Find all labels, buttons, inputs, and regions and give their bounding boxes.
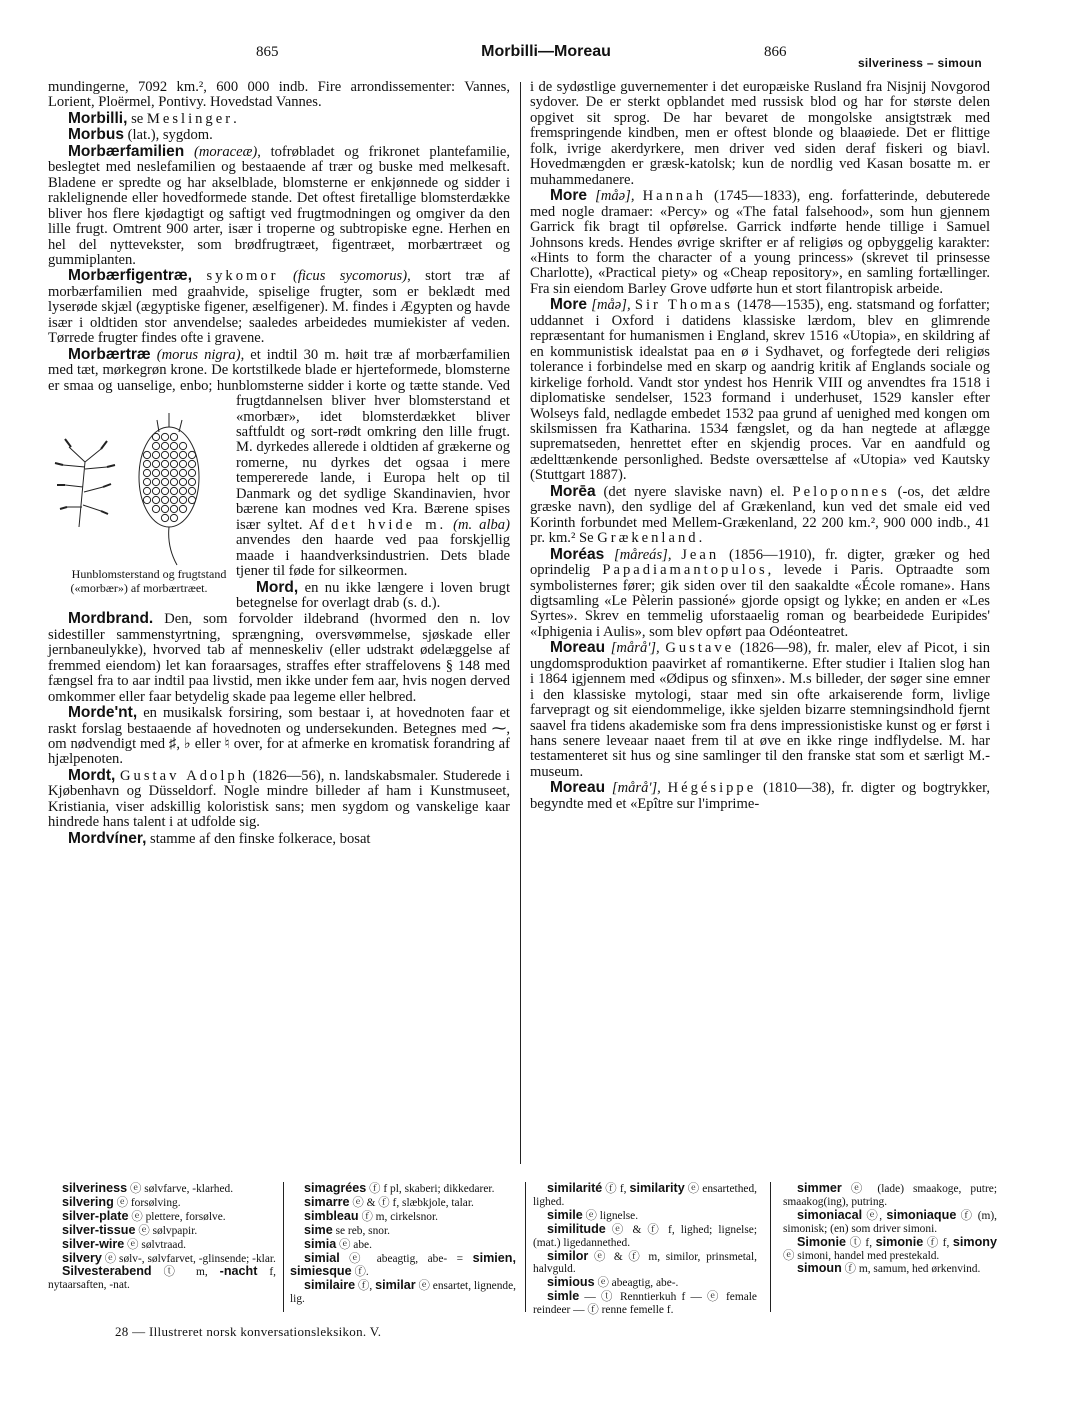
headword: simile (547, 1207, 583, 1222)
entry-text (587, 188, 595, 204)
headword: silvering (62, 1194, 114, 1209)
headword: Morbilli, (68, 109, 128, 127)
headword: simoun (797, 1261, 842, 1276)
entry-paragraph (48, 831, 510, 847)
italic-term: [måə], (595, 188, 635, 205)
headword: simoniacal (797, 1207, 863, 1222)
headword: Mordt, (68, 766, 116, 784)
headword: simarre (304, 1194, 350, 1209)
entry-paragraph (48, 111, 510, 127)
entry-text: ⓕ m, cirkelsnor. (358, 1210, 438, 1223)
spaced-name: Sir Thomas (634, 297, 733, 314)
entry-text: ⓔ abe. (336, 1238, 372, 1251)
entry-text: ⓔ, (862, 1209, 887, 1222)
headword: similitude (547, 1221, 606, 1236)
entry-text: se (127, 110, 147, 127)
entry-paragraph (48, 1196, 276, 1210)
entry-text: ⓣ f, (846, 1236, 876, 1249)
entry-text: , levede i Paris. Optraadte som symbolisternes fører; gik siden over til den saakaldte «École romane». Hans digtsamling «Le Pèlerin passioné» gjorde opsigt og lykke; en anden er «Les Syrtes». Skrev en temmelig uforstaaelig roman og bearbeidede Euripides' «Iphigenia i Aulis», som blev opført paa Odéonteatret. (530, 562, 990, 640)
entry-text: ⓔ lignelse. (582, 1209, 639, 1222)
headword: sime (304, 1222, 333, 1237)
entry-text: ⓔ & ⓕ f, lighed; lignelse; (mat.) ligedannethed. (533, 1223, 757, 1249)
dictionary-column (290, 1182, 516, 1306)
entry-text: ⓔ simoni, handel med prestekald. (783, 1249, 940, 1262)
entry-paragraph (48, 144, 510, 269)
italic-term: [mårå'], (611, 780, 661, 797)
entry-paragraph (290, 1224, 516, 1238)
headword: silveriness (62, 1181, 128, 1195)
spaced-name: Jean (681, 546, 720, 563)
entry-text: (1826—56), n. landskabsmaler. Studerede i Kjøbenhavn og Düsseldorf. Nogle mindre billeder af ham i Kunstmuseet, Kristiania, viser adskillig koloristisk sans; men sygdom og vanskelige kaar hindrede hans talent i at udfolde sig. (48, 767, 510, 831)
entry-paragraph (530, 547, 990, 641)
entry-paragraph (783, 1209, 997, 1236)
headword: simial (304, 1250, 340, 1265)
headword: Mord, (256, 578, 299, 596)
entry-text (605, 780, 612, 796)
entry-text: (1745—1833), eng. forfatterinde, debuterede med nogle dramaer: «Percy» og «The fatal falsehood», som hun gjennem Garrick fik bragt til opførelse. Garrick indførte hende tillige i Samuel Johnsons kreds. Hendes øvrige skrifter er af religiøs og opbyggelig karakter: «Hints to form the character of a young princess» (skrevet til prinsesse Charlotte), «Practical piety» og «Cheap repository», en samling fortællinger. Fra sin eiendom Barley Grove udførte hun et stort filantropisk arbeide. (530, 188, 990, 297)
headword: simia (304, 1236, 337, 1251)
italic-term: [måreás], (614, 546, 672, 563)
entry-text: ⓔ sølvpapir. (135, 1224, 198, 1237)
entry-text: Den, som forvolder ildebrand (hvormed den n. lov sidestiller sammenstyrtning, sprængning, oversvømmelse, sjøskade eller jernbaneulykke), hvorved tab af menneskeliv (eller udstrakt ødelæggelse af fremmed eiendom) let kan foraarsages, straffes efter straffelovens § 148 med fængsel fra to aar indtil paa livstid, men ikke under fem aar, hvis nogen derved omkommer eller faar betydelig skade paa legeme eller helbred. (48, 611, 510, 705)
entry-paragraph (783, 1236, 997, 1263)
entry-text: mundingerne, 7092 km.², 600 000 indb. Fire arrondissementer: Vannes, Lorient, Ploërmel, Pontivy. Hovedstad Vannes. (48, 79, 510, 111)
headword: Mordvíner, (68, 829, 147, 847)
entry-text: f, nytaarsaften, -nat. (48, 1266, 276, 1292)
dictionary-divider (283, 1182, 284, 1312)
entry-paragraph (290, 1279, 516, 1306)
entry-paragraph (783, 1182, 997, 1209)
entry-text: ⓔ sølvtraad. (124, 1238, 186, 1251)
entry-text: ⓕ f, (602, 1183, 630, 1195)
headword: silver-plate (62, 1208, 129, 1223)
entry-text: ⓕ f pl, skaberi; dikkedarer. (366, 1183, 495, 1195)
entry-text: stamme af den finske folkerace, bosat (146, 830, 371, 847)
entry-text: (1826—98), fr. maler, elev af Picot, i sin ungdomsproduktion paavirket af romantikerne. Efter studier i Italien slog han i 1864 igjennem med «Ødipus og sfinxen». M.s billeder, der søger sine emner i den klassiske mytologi, staar med sin ofte arkaiserende form, livlige farvepragt og sit eiendommelige, ikke sjelden bizarre stemningsindhold fjernt saavel fra tidens akademiske som fra dens impressionistiske kunst og er først i hans senere leveaar naaet frem til at øve en ikke ringe indflydelse. M. har testamenteret sit hus og sine samlinger til den franske stat som et særligt M.-museum. (530, 640, 991, 780)
entry-text: ⓕ (m), simonisk; (en) som driver simoni. (783, 1209, 997, 1235)
entry-text: ⓕ f, (923, 1236, 953, 1249)
spaced-name: Gustav Adolph (120, 767, 248, 784)
entry-text (184, 144, 194, 160)
column-divider (520, 82, 521, 1164)
dictionary-divider (770, 1182, 771, 1312)
entry-text: ⓔ sølv-, sølvfarvet, -glinsende; -klar. (101, 1252, 276, 1265)
entry-text: , tofrøbladet og frikronet plantefamilie, beslegtet med neslefamilien og bestaaende af trær og buske med melkesaft. Bladene er spredte og har akselblade, blomsterne er enkjønnede og sidder i raklelignende eller hovedformede stande. Det oftest firetallige blomsterdække bliver hos flere kjødagtigt og saftigt ved frugtmodningen og omgiver da den lille frugt. Omtrent 900 arter, især i troperne og subtropiske egne. Herhen en hel del nyttevekster, som brødfrugtræet, figentræet, morbærtræet og gummiplanten. (48, 143, 510, 268)
headword: silver-tissue (62, 1222, 136, 1237)
entry-paragraph (290, 1210, 516, 1224)
entry-paragraph (48, 80, 510, 111)
entry-text: . (698, 530, 703, 547)
entry-text: ⓣ m, (151, 1266, 220, 1279)
entry-paragraph (290, 1182, 516, 1196)
headword: simony (952, 1234, 997, 1249)
entry-text: ⓔ forsølving. (113, 1196, 181, 1209)
entry-paragraph (290, 1196, 516, 1210)
entry-text: (-os, det ældre græske navn), den sydlige del af Grækenland, kun ved det smale eid ved Korinth forbundet med Mellem-Grækenland, 22 200 km.², 900 000 indb., 41 pr. km.² Se (530, 483, 990, 547)
dictionary-column (48, 1182, 276, 1292)
entry-text (661, 780, 668, 796)
italic-term: [mårå'], (610, 640, 660, 657)
entry-text: ⓔ ensartet, lignende, lig. (290, 1280, 516, 1306)
headword: Morbærfamilien (68, 142, 185, 160)
entry-paragraph (48, 768, 510, 831)
entry-paragraph (783, 1262, 997, 1276)
headword: Simonie (797, 1234, 846, 1249)
headword: similor (547, 1248, 589, 1263)
page-number-right: 866 (764, 44, 787, 60)
headword: Silvesterabend (62, 1264, 152, 1279)
headword: silver-wire (62, 1236, 125, 1251)
entry-text: (1478—1535), eng. statsmand og forfatter; uddannet i Oxford i datidens klassiske lærdom, blev en glimrende repræsentant for humanismen i England, skrev 1516 «Utopia», en skildring af en kommunistisk idealstat paa en ø i Sydhavet, og forfegtede deri religiøs tolerance i forbindelse med en skarp og aandrig kritik af Englands sociale og kirkelige forhold. Vandt stor yndest hos Henrik VIII og anvendtes fra 1518 i diplomatiske sendelser, 1523 formand i underhuset, 1529 kansler efter Wolseys fald, nedlagde embedet 1532 paa grund af uenighed med kongen om skilsmissen fra Katharina. 1534 fængslet, og da han negtede at aflægge suprematseden, henrettet efter en skjendig proces. Var en aandfuld og ædelttænkende personlighed. Bedste oversættelse af «Utopia» ved Kautsky (Stuttgart 1887). (530, 297, 990, 484)
spaced-name: Meslinger (146, 110, 234, 127)
headword: Morde'nt, (68, 704, 138, 722)
entry-paragraph (48, 611, 510, 705)
headword: Morbus (68, 126, 124, 144)
headword: simle (547, 1289, 580, 1304)
entry-text: (1810—38), fr. digter og bogtrykker, begyndte med et «Epître sur l'imprime- (530, 780, 991, 812)
entry-paragraph (48, 127, 510, 143)
entry-paragraph (48, 1238, 276, 1252)
entry-text: ⓕ, (355, 1280, 376, 1293)
headword: Morbærtræ (68, 345, 151, 363)
entry-text: ⓔ abeagtig, abe- = (339, 1252, 473, 1265)
spaced-name: Gustave (665, 640, 735, 657)
right-column (530, 80, 990, 812)
headword: simbleau (304, 1208, 359, 1223)
entry-paragraph (530, 484, 990, 547)
entry-text: anvendes den haarde ved paa forskjellig maade i haandverksindustrien. Dets blade tjener til føde for silkeormen. (236, 532, 510, 580)
entry-text: ⓕ. (351, 1266, 369, 1279)
italic-term: (m. alba) (453, 516, 510, 533)
left-column (48, 80, 510, 847)
entry-paragraph (533, 1223, 757, 1250)
spaced-name: Hannah (642, 188, 706, 205)
entry-text: ⓔ sølvfarve, -klarhed. (127, 1183, 234, 1195)
entry-text (671, 547, 681, 563)
entry-text: (1856—1910), fr. digter, græker og hed oprindelig (530, 546, 990, 579)
mulberry-illustration (48, 407, 230, 595)
running-title: Morbilli—Moreau (481, 43, 611, 60)
headword: Moréas (550, 545, 605, 563)
entry-text: ⓔ abeagtig, abe-. (594, 1277, 679, 1290)
italic-term: [måə], (591, 297, 631, 314)
figure-caption: Hunblomsterstand og frugtstand («morbær») af morbærtræet. (70, 566, 227, 595)
entry-paragraph (533, 1290, 757, 1317)
entry-text: , et indtil 30 m. høit træ af morbærfamilien med tæt, mørkegrøn krone. De kortstilkede blade er hjerteformede, blomsterne er smaa og uanselige, enbo; hunblomsterne sidder i korte og tætte stande. Ved frugtdannelsen bliver hver blomsterstand et «morbær», idet blomsterdækket bliver saftfuldt og sort-rødt omkring den lille frugt. M. dyrkedes allerede i oldtiden af grækerne og romerne, nu dyrkes det ogsaa i mere tempererede lande, i Europa helt op til Danmark og det sydlige Skandinavien, hvor bærene kan modnes ved Kra. Bærene spises især syltet. Af (48, 346, 511, 533)
dictionary-column (783, 1182, 997, 1276)
spaced-name: sykomor (206, 268, 279, 285)
entry-text: ⓔ & ⓕ m, similor, prinsmetal, halvguld. (533, 1250, 757, 1276)
entry-text: . (233, 110, 237, 127)
headword: simonie (875, 1234, 924, 1249)
entry-text (634, 188, 642, 204)
entry-text: en musikalsk forsiring, som bestaar i, at hovednoten faar et raskt forslag bestaaende af hovednoten og undersekunden. Betegnes med ⁓, om nødvendigt med ♯, ♭ eller ♮ over, for at afmerke en kromatisk forandring af hjælpenoten. (48, 705, 510, 768)
dictionary-divider (525, 1182, 526, 1312)
entry-paragraph (48, 1224, 276, 1238)
headword: simious (547, 1275, 595, 1290)
entry-paragraph (290, 1238, 516, 1252)
headword: similarity (629, 1181, 685, 1195)
italic-term: (morus nigra) (156, 346, 241, 363)
headword: More (550, 296, 588, 314)
mulberry-drawing (49, 407, 229, 567)
headword: simien, simiesque (290, 1250, 516, 1279)
spaced-name: Papadiamantopulos (602, 562, 768, 579)
headword: Morbærfigentræ, (68, 267, 192, 285)
entry-text: (lat.), sygdom. (123, 127, 213, 144)
entry-text: se reb, snor. (332, 1224, 390, 1237)
entry-paragraph (530, 80, 990, 188)
entry-paragraph (533, 1250, 757, 1277)
entry-paragraph (530, 297, 990, 483)
entry-paragraph (533, 1276, 757, 1290)
headword: Moreau (550, 639, 606, 657)
headword: -nacht (219, 1264, 258, 1279)
headword: simagrées (304, 1181, 367, 1195)
entry-text: i de sydøstlige guvernementer i det europæiske Rusland fra Nisjnij Novgorod sydover. De er sterkt opblandet med russisk blod og har for største delen opgivet sit sprog. De har bevaret de mongolske ansigtstræk med fremspringende kindben, men er oftest blonde og blaaøiede. Det er flittige folk, ivrige akerdyrkere, men driver ved siden deraf fiskeri og biavl. Hovedmængden er græsk-katolsk; kun de nordlig ved Kasan bosatte m. er muhammedanere. (530, 79, 990, 188)
entry-text (604, 547, 614, 563)
page-number-left: 865 (256, 44, 279, 60)
entry-paragraph (48, 705, 510, 768)
spaced-name: Grækenland (597, 530, 699, 547)
entry-text: ⓔ (lade) smaakoge, putre; smaakog(ing), putring. (783, 1183, 997, 1208)
entry-text: ⓔ ensartethed, lighed. (533, 1183, 757, 1208)
headword: silvery (62, 1250, 102, 1265)
entry-paragraph (533, 1209, 757, 1223)
spaced-name: Hégésippe (667, 780, 757, 797)
entry-text: , stort træ af morbærfamilien med graahvide, spiselige frugter, som er beklædt med lyserøde skjæl (ægyptiske figener, æselfigener). M. findes i Ægypten og havde især i oldtiden stor anvendelse; saaledes arbeidedes mumiekister af veden. Tørrede frugter findes ofte i gravene. (48, 268, 510, 347)
entry-text: ⓔ & ⓕ f, slæbkjole, talar. (349, 1196, 474, 1209)
entry-paragraph (48, 268, 510, 346)
entry-text: ⓕ m, samum, hed ørkenvind. (841, 1263, 981, 1276)
entry-paragraph (48, 1265, 276, 1292)
headword: similarité (547, 1181, 603, 1195)
headword: More (550, 187, 588, 205)
headword: similaire (304, 1278, 356, 1293)
entry-paragraph (530, 640, 990, 780)
entry-text (192, 268, 206, 284)
headword: similar (375, 1278, 416, 1293)
entry-text: ⓔ plettere, forsølve. (128, 1210, 226, 1223)
italic-term: (moraceæ) (193, 143, 258, 160)
printer-signature: 28 — Illustreret norsk konversationsleksikon. V. (115, 1324, 382, 1339)
headword: Morēa (550, 482, 596, 500)
entry-paragraph (290, 1252, 516, 1280)
headword: Moreau (550, 779, 606, 797)
entry-paragraph (530, 188, 990, 297)
headword: simoniaque (886, 1207, 957, 1222)
entry-paragraph (48, 1252, 276, 1266)
entry-paragraph (48, 1210, 276, 1224)
entry-text (279, 268, 293, 284)
dictionary-keywords: silveriness – simoun (857, 56, 982, 70)
italic-term: (ficus sycomorus) (292, 268, 408, 285)
entry-text: (det nyere slaviske navn) el. (595, 483, 793, 500)
entry-paragraph (530, 780, 990, 812)
spaced-name: Peloponnes (792, 483, 890, 500)
entry-paragraph (48, 1182, 276, 1196)
entry-text: en nu ikke længere i loven brugt betegnelse for overlagt drab (s. d.). (236, 579, 510, 611)
entry-paragraph (533, 1182, 757, 1209)
entry-text: — ⓣ Renntierkuh f — ⓔ female reindeer — ⓕ renne femelle f. (533, 1291, 757, 1317)
dictionary-column (533, 1182, 757, 1317)
headword: Mordbrand. (68, 610, 154, 628)
spaced-name: det hvide m. (331, 516, 447, 533)
headword: simmer (797, 1181, 842, 1195)
